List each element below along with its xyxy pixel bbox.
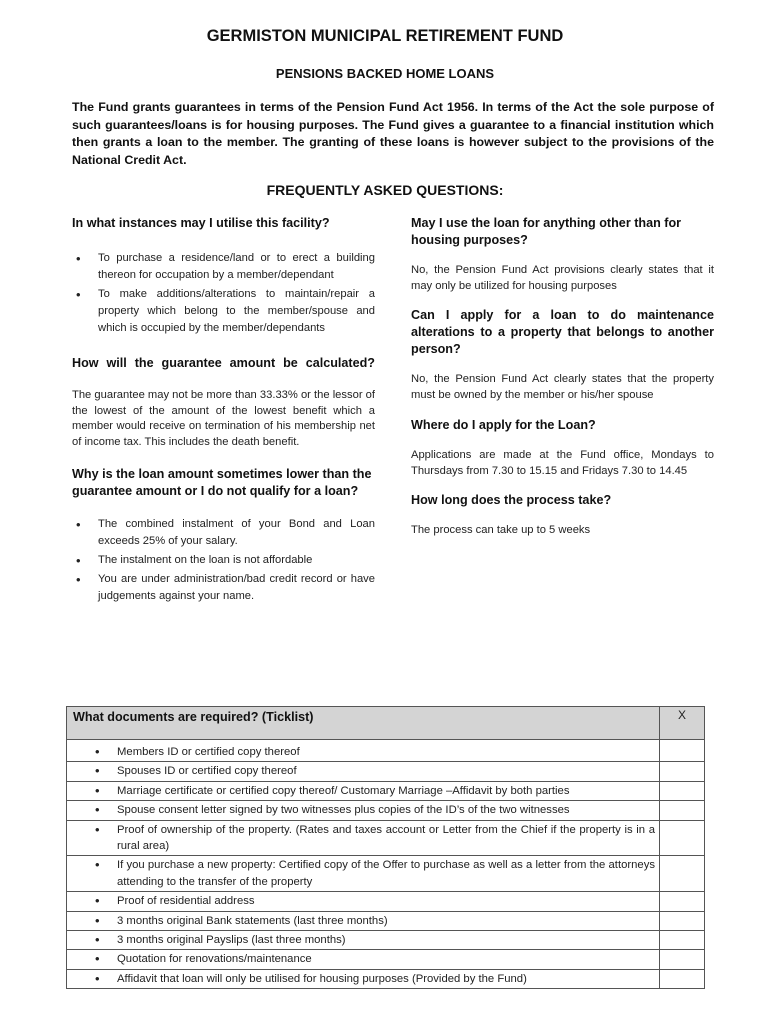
table-row [67, 856, 705, 892]
ticklist-item: • Members ID or certified copy thereof [67, 740, 660, 762]
ticklist-item-text: 3 months original Bank statements (last three months) [117, 914, 388, 927]
faq-answer: The guarantee may not be more than 33.33% or the lessor of the lowest of the amount of the lowest benefit which a member would receive on termination of his membership net of income tax. This includes the death benefit. [72, 389, 375, 448]
ticklist-item-text: Spouse consent letter signed by two witnesses plus copies of the ID’s of the two witnesses [117, 804, 570, 817]
ticklist-item: • 3 months original Bank statements (last three months) [67, 911, 660, 930]
ticklist-item-text: Marriage certificate or certified copy thereof/ Customary Marriage –Affidavit by both parties [117, 784, 570, 797]
ticklist-item-text: Members ID or certified copy thereof [117, 746, 300, 758]
ticklist-item: • Quotation for renovations/maintenance [67, 950, 660, 969]
table-row [67, 740, 705, 762]
list-item: • To make additions/alterations to maintain/repair a property which belong to the member/spouse and which is occupied by the member/dependants [72, 286, 375, 337]
tick-box[interactable] [660, 969, 705, 988]
faq-question: Why is the loan amount sometimes lower than the guarantee amount or I do not qualify for a loan? [72, 467, 372, 498]
ticklist-header: What documents are required? (Ticklist) [67, 707, 660, 740]
faq-question: How long does the process take? [411, 493, 612, 507]
faq-question: May I use the loan for anything other than for housing purposes? [411, 216, 682, 247]
list-item: • You are under administration/bad credit record or have judgements against your name. [72, 571, 375, 605]
tick-box[interactable] [660, 740, 705, 762]
table-row [67, 781, 705, 800]
table-row [67, 911, 705, 930]
faq-question: How will the guarantee amount be calculated? [72, 356, 375, 370]
ticklist-item: • If you purchase a new property: Certified copy of the Offer to purchase as well as a letter from the attorneys attending to the transfer of the property [67, 856, 660, 892]
faq-answer-list [72, 516, 375, 605]
tick-box[interactable] [660, 856, 705, 892]
ticklist-item: • 3 months original Payslips (last three months) [67, 931, 660, 950]
table-row [67, 762, 705, 781]
ticklist-item-text: Affidavit that loan will only be utilised for housing purposes (Provided by the Fund) [117, 972, 527, 985]
ticklist-item: • Spouses ID or certified copy thereof [67, 762, 660, 781]
faq-question: Can I apply for a loan to do maintenance alterations to a property that belongs to another person? [411, 308, 714, 356]
faq-heading: FREQUENTLY ASKED QUESTIONS: [266, 182, 504, 198]
faq-answer: Applications are made at the Fund office, Mondays to Thursdays from 7.30 to 15.15 and Fridays 7.30 to 14.45 [411, 449, 714, 477]
tick-box[interactable] [660, 801, 705, 820]
table-row [67, 931, 705, 950]
tick-box[interactable] [660, 781, 705, 800]
ticklist-table [66, 706, 705, 989]
ticklist-item-text: Proof of residential address [117, 895, 255, 908]
faq-answer: The process can take up to 5 weeks [411, 524, 591, 536]
ticklist-item: • Spouse consent letter signed by two witnesses plus copies of the ID’s of the two witnesses [67, 801, 660, 820]
faq-question: In what instances may I utilise this facility? [72, 216, 330, 230]
ticklist-item: • Marriage certificate or certified copy thereof/ Customary Marriage –Affidavit by both parties [67, 781, 660, 800]
faq-answer: No, the Pension Fund Act provisions clearly states that it may only be utilized for housing purposes [411, 264, 714, 292]
ticklist-item: • Affidavit that loan will only be utilised for housing purposes (Provided by the Fund) [67, 969, 660, 988]
table-row [67, 801, 705, 820]
list-item: • To purchase a residence/land or to erect a building thereon for occupation by a member/dependant [72, 250, 375, 284]
tick-box[interactable] [660, 911, 705, 930]
ticklist-item-text: Quotation for renovations/maintenance [117, 953, 312, 966]
list-item: • The instalment on the loan is not affordable [72, 552, 375, 569]
faq-left-column [72, 215, 375, 605]
tick-box[interactable] [660, 820, 705, 856]
table-row [67, 950, 705, 969]
ticklist-item-text: Proof of ownership of the property. (Rates and taxes account or Letter from the Chief if the property is in a rural area) [117, 823, 655, 853]
ticklist-item: • Proof of ownership of the property. (Rates and taxes account or Letter from the Chief if the property is in a rural area) [67, 820, 660, 856]
ticklist-item-text: Spouses ID or certified copy thereof [117, 765, 297, 778]
document-title: GERMISTON MUNICIPAL RETIREMENT FUND [206, 27, 564, 45]
faq-question: Where do I apply for the Loan? [411, 418, 596, 432]
ticklist-item-text: 3 months original Payslips (last three months) [117, 934, 346, 947]
tick-column-header: X [660, 707, 705, 740]
tick-box[interactable] [660, 762, 705, 781]
faq-answer: No, the Pension Fund Act clearly states that the property must be owned by the member or his/her spouse [411, 373, 714, 401]
tick-box[interactable] [660, 892, 705, 911]
tick-box[interactable] [660, 931, 705, 950]
document-subtitle: PENSIONS BACKED HOME LOANS [275, 66, 495, 81]
table-row [67, 969, 705, 988]
ticklist-header-row [67, 707, 705, 740]
tick-box[interactable] [660, 950, 705, 969]
table-row [67, 892, 705, 911]
ticklist-item: • Proof of residential address [67, 892, 660, 911]
faq-answer-list [72, 250, 375, 337]
faq-right-column [411, 215, 714, 539]
list-item: • The combined instalment of your Bond and Loan exceeds 25% of your salary. [72, 516, 375, 550]
intro-paragraph: The Fund grants guarantees in terms of the Pension Fund Act 1956. In terms of the Act the sole purpose of such guarantees/loans is for housing purposes. The Fund gives a guarantee to a financial institution which then grants a loan to the member. The granting of these loans is however subject to the provisions of the National Credit Act. [72, 100, 714, 167]
ticklist-item-text: If you purchase a new property: Certified copy of the Offer to purchase as well as a letter from the attorneys attending to the transfer of the property [117, 859, 655, 888]
table-row [67, 820, 705, 856]
